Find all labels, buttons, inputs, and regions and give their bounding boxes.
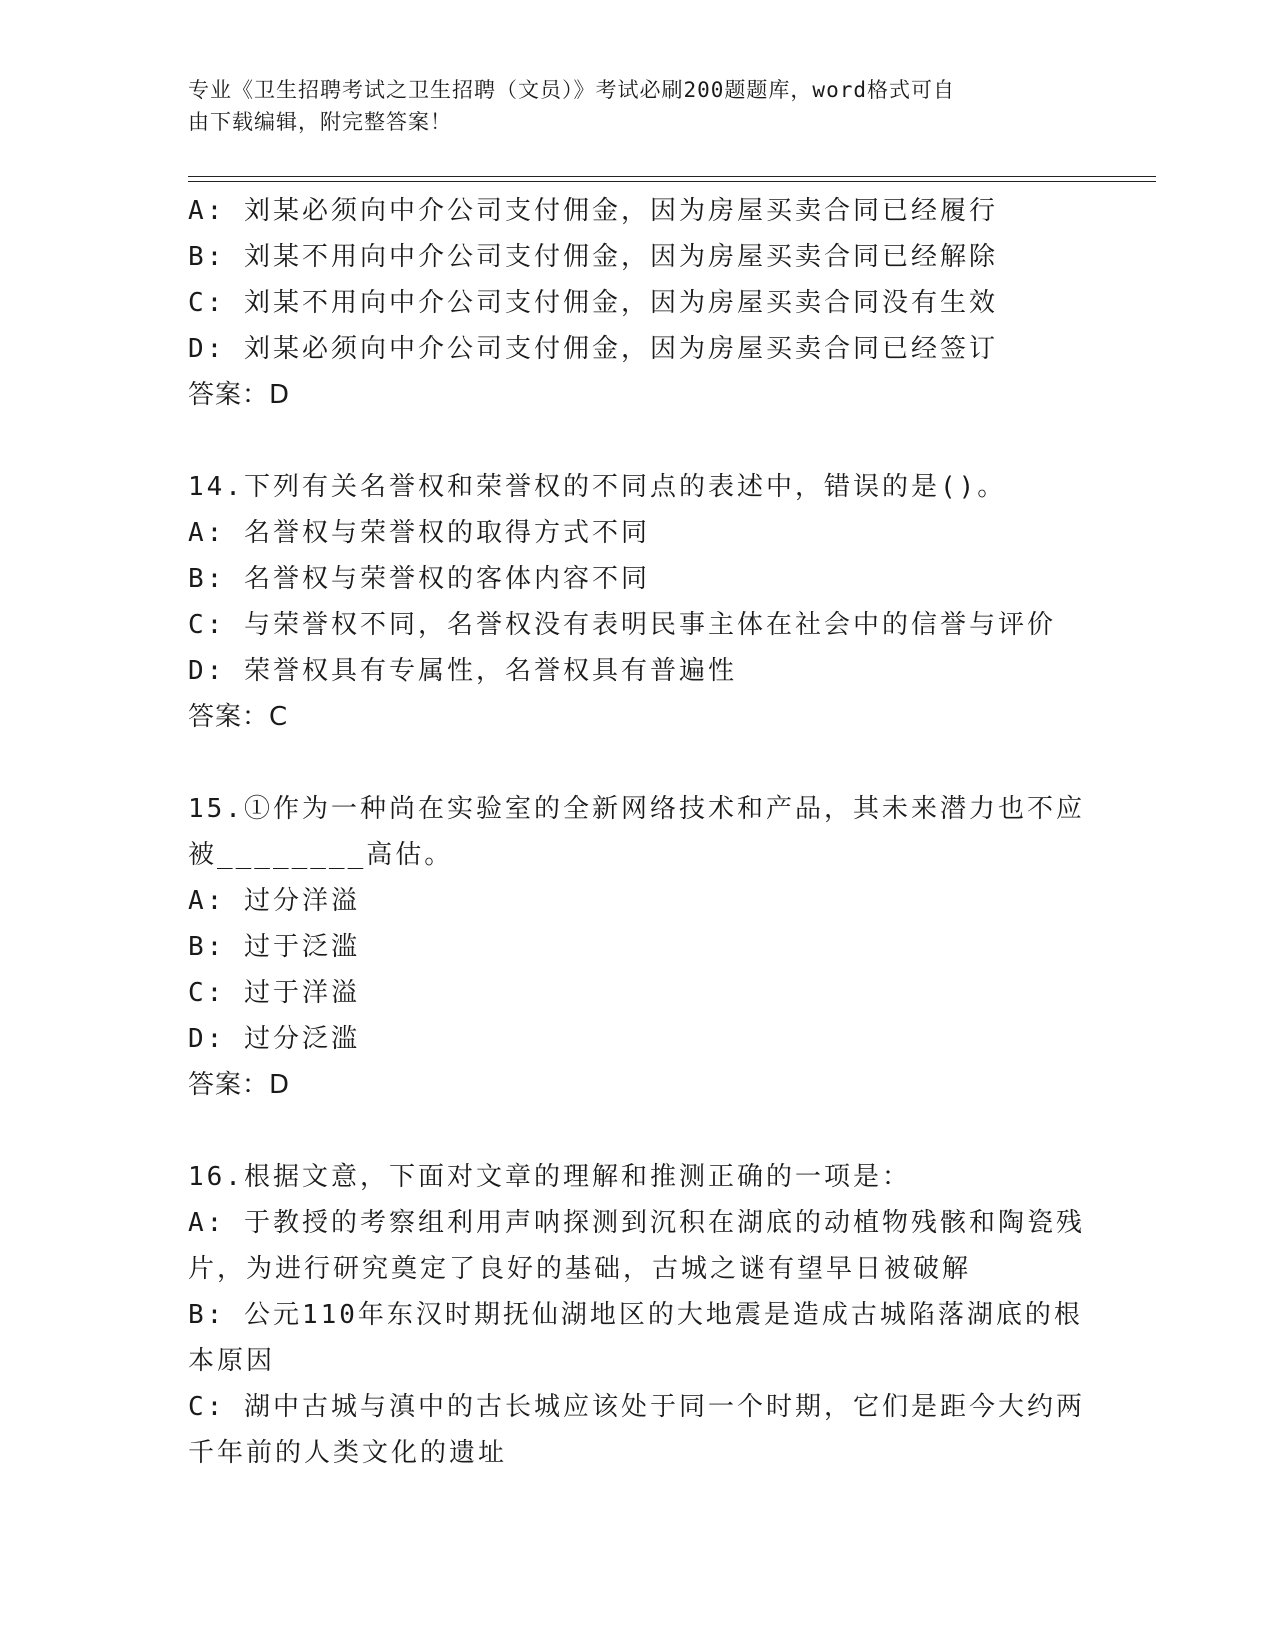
q13-option-d: D: 刘某必须向中介公司支付佣金，因为房屋买卖合同已经签订 [188, 334, 998, 364]
q14-option-a: A: 名誉权与荣誉权的取得方式不同 [188, 518, 650, 548]
header-line-2: 由下载编辑，附完整答案！ [188, 110, 452, 134]
header-divider [188, 176, 1156, 182]
q14-option-c: C: 与荣誉权不同，名誉权没有表明民事主体在社会中的信誉与评价 [188, 610, 1056, 640]
q14-answer: 答案：C [188, 702, 289, 732]
spacer [188, 418, 1088, 464]
question-16 [188, 1154, 1088, 1476]
document-header [188, 74, 1068, 138]
question-13 [188, 188, 1088, 418]
header-line-1: 专业《卫生招聘考试之卫生招聘（文员）》考试必刷200题题库，word格式可自 [188, 78, 955, 102]
q14-option-d: D: 荣誉权具有专属性，名誉权具有普遍性 [188, 656, 737, 686]
q16-option-b-line-1: B: 公元110年东汉时期抚仙湖地区的大地震是造成古城陷落湖底的根 [188, 1300, 1083, 1330]
spacer [188, 740, 1088, 786]
q16-option-c-line-2: 千年前的人类文化的遗址 [188, 1438, 508, 1468]
q15-stem-line-1: 15.①作为一种尚在实验室的全新网络技术和产品，其未来潜力也不应 [188, 794, 1085, 824]
question-15 [188, 786, 1088, 1108]
q16-option-b-line-2: 本原因 [188, 1346, 276, 1376]
q15-option-a: A: 过分洋溢 [188, 886, 360, 916]
q15-answer: 答案：D [188, 1070, 291, 1100]
question-content [188, 188, 1088, 1476]
spacer [188, 1108, 1088, 1154]
q15-option-d: D: 过分泛滥 [188, 1024, 360, 1054]
q15-option-c: C: 过于洋溢 [188, 978, 360, 1008]
q16-option-a-line-2: 片，为进行研究奠定了良好的基础，古城之谜有望早日被破解 [188, 1254, 972, 1284]
q16-stem: 16.根据文意，下面对文章的理解和推测正确的一项是： [188, 1162, 911, 1192]
question-14 [188, 464, 1088, 740]
q13-answer: 答案：D [188, 380, 291, 410]
q16-option-a-line-1: A: 于教授的考察组利用声呐探测到沉积在湖底的动植物残骸和陶瓷残 [188, 1208, 1085, 1238]
q13-option-b: B: 刘某不用向中介公司支付佣金，因为房屋买卖合同已经解除 [188, 242, 998, 272]
q15-option-b: B: 过于泛滥 [188, 932, 360, 962]
q13-option-c: C: 刘某不用向中介公司支付佣金，因为房屋买卖合同没有生效 [188, 288, 998, 318]
q16-option-c-line-1: C: 湖中古城与滇中的古长城应该处于同一个时期，它们是距今大约两 [188, 1392, 1085, 1422]
q15-stem-line-2: 被________高估。 [188, 840, 454, 870]
q14-option-b: B: 名誉权与荣誉权的客体内容不同 [188, 564, 650, 594]
q14-stem: 14.下列有关名誉权和荣誉权的不同点的表述中，错误的是()。 [188, 472, 1007, 502]
q13-option-a: A: 刘某必须向中介公司支付佣金，因为房屋买卖合同已经履行 [188, 196, 998, 226]
